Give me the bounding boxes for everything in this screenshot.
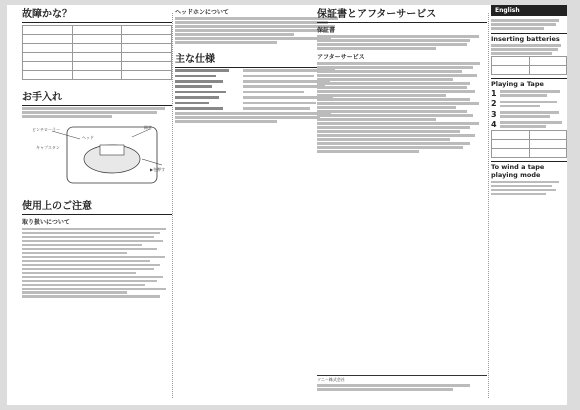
label-capstan: キャプスタン [36, 145, 60, 151]
heading-headphones: ヘッドホンについて [175, 9, 229, 16]
label-head: ヘッド [82, 135, 94, 141]
heading-specifications: 主な仕様 [175, 50, 345, 68]
battery-table [491, 56, 567, 75]
heading-notes: 使用上のご注意 [22, 197, 172, 215]
document-page [7, 5, 567, 405]
heading-playing-tape: Playing a Tape [491, 78, 567, 88]
troubleshooting-table [22, 25, 172, 80]
column-warranty [317, 5, 487, 405]
step-2: 2 [491, 99, 567, 108]
controls-table [491, 130, 567, 158]
heading-care: お手入れ [22, 88, 172, 106]
step-1: 1 [491, 89, 567, 98]
column-troubleshooting [22, 5, 172, 405]
sony-label: ソニー株式会社 [317, 375, 487, 383]
label-record: 録音 [144, 125, 152, 131]
english-header: English [491, 5, 567, 16]
subheading-warranty-card: 保証書 [317, 27, 336, 34]
step-3: 3 [491, 110, 567, 119]
heading-wind-tape: To wind a tape playing mode [491, 161, 567, 179]
company-footer [317, 375, 487, 392]
heading-inserting-batteries: Inserting batteries [491, 33, 567, 43]
step-4: 4 [491, 120, 567, 129]
heading-troubleshooting: 故障かな？ [22, 5, 172, 23]
label-pinch-roller: ピンチローラー [32, 127, 60, 133]
label-press-play: ▶を押す [150, 167, 166, 173]
column-english [491, 5, 567, 405]
subheading-handling: 取り扱いについて [22, 219, 70, 227]
subheading-after-service: アフターサービス [317, 53, 365, 61]
heading-warranty: 保証書とアフターサービス [317, 5, 487, 23]
head-cleaning-illustration [22, 119, 172, 189]
